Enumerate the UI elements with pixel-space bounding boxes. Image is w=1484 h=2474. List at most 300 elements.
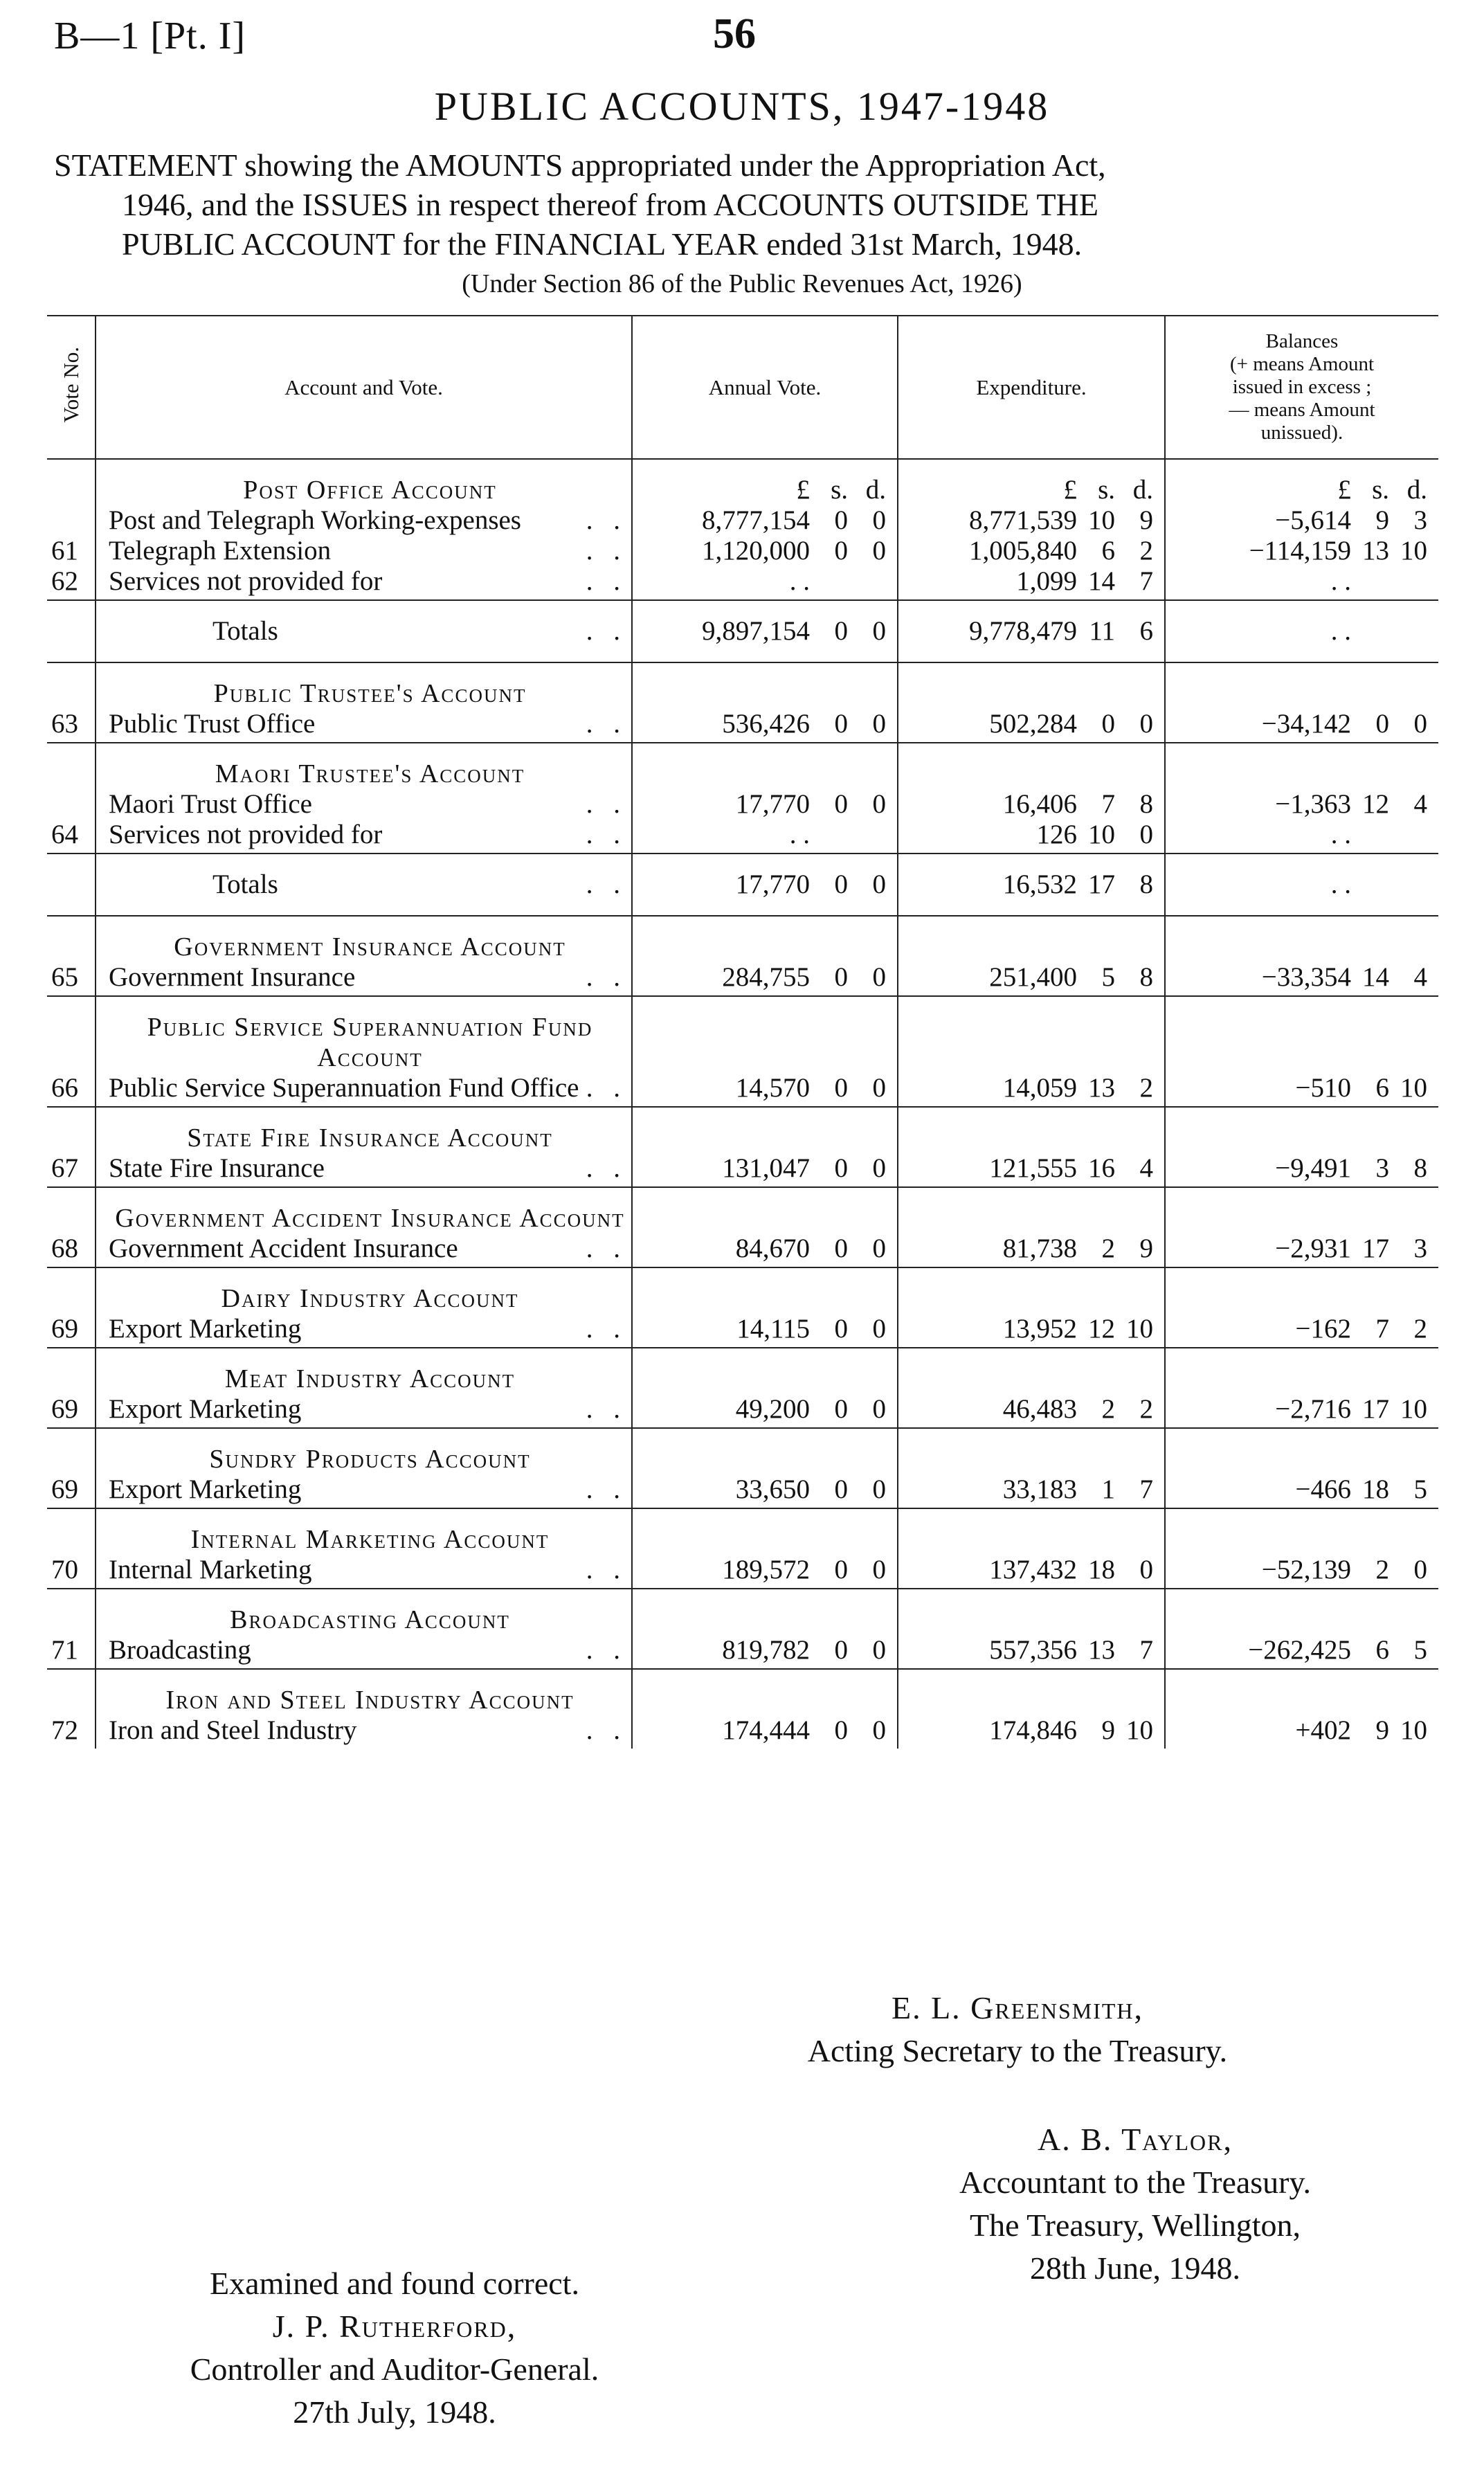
vote-number-cell	[47, 996, 96, 1107]
amount-shillings: 17	[1362, 1234, 1389, 1263]
balance-stack	[1166, 1685, 1438, 1746]
blank-line	[633, 932, 897, 962]
header-balances: Balances (+ means Amount issued in excess ; — means Amount unissued).	[1165, 316, 1438, 459]
expenditure-cell	[898, 916, 1165, 996]
page-number: 56	[713, 10, 756, 57]
expenditure-stack	[898, 1203, 1164, 1264]
table-row	[47, 916, 1438, 996]
annual-vote-cell	[632, 662, 898, 743]
expenditure-amount	[898, 1314, 1164, 1344]
account-stack	[109, 1283, 631, 1344]
balance-cell	[1165, 1187, 1438, 1267]
vote-number: 71	[51, 1635, 78, 1665]
annual-vote-cell	[632, 1428, 898, 1508]
account-stack	[109, 1444, 631, 1505]
amount-pounds: −114,159	[1249, 536, 1351, 566]
amount-pounds: 16,406	[1002, 789, 1077, 819]
amount-shillings: 13	[1088, 1635, 1115, 1665]
balance-amount	[1166, 1153, 1438, 1184]
annual-vote-total	[633, 616, 897, 647]
amount-pence: 0	[872, 505, 886, 535]
expenditure-stack	[898, 1605, 1164, 1665]
amount-shillings: 0	[834, 869, 848, 899]
amount-pence: 10	[1400, 536, 1427, 566]
annual-vote-amount	[633, 1715, 897, 1746]
annual-vote-cell	[632, 1669, 898, 1749]
expenditure-cell	[898, 1428, 1165, 1508]
page-header	[0, 0, 1484, 298]
blank-line	[1166, 1605, 1438, 1635]
blank-line	[1166, 1685, 1438, 1715]
annual-vote-cell	[632, 1187, 898, 1267]
amount-shillings: 2	[1375, 1555, 1389, 1584]
blank-line	[51, 1364, 95, 1394]
table-body	[47, 459, 1438, 1749]
amount-shillings	[1351, 616, 1389, 647]
expenditure-stack	[898, 1042, 1164, 1103]
vote-number-cell	[47, 600, 96, 662]
balance-amount	[1166, 709, 1438, 739]
amount-pounds: 46,483	[1002, 1394, 1077, 1424]
amount-pounds: 33,650	[735, 1474, 810, 1504]
table-row	[47, 1267, 1438, 1348]
blank-line	[898, 1283, 1164, 1314]
vote-item	[109, 709, 631, 739]
amount-pounds: 9,897,154	[702, 616, 810, 646]
vote-item-name: Services not provided for	[109, 566, 383, 596]
account-stack	[109, 759, 631, 850]
vote-stack	[51, 1364, 95, 1425]
amount-pounds: 174,444	[722, 1715, 810, 1745]
amount-pounds: 251,400	[989, 962, 1077, 992]
expenditure-amount	[898, 1715, 1164, 1746]
amount-pounds: 189,572	[722, 1555, 810, 1584]
amount-shillings: 10	[1088, 505, 1115, 535]
blank-line	[898, 1203, 1164, 1234]
expenditure-amount	[898, 789, 1164, 820]
annual-vote-cell	[632, 1508, 898, 1589]
amount-pence: 5	[1413, 1474, 1427, 1504]
annual-vote-cell	[632, 1267, 898, 1348]
amount-pence: 0	[872, 1234, 886, 1263]
examined-statement: Examined and found correct.	[210, 2266, 579, 2301]
totals-label-line	[109, 869, 631, 900]
amount-pounds: 16,532	[1002, 869, 1077, 899]
amount-shillings	[1351, 869, 1389, 900]
annual-stack	[633, 1605, 897, 1665]
vote-number: 69	[51, 1314, 78, 1344]
unit-shilling: s.	[1098, 475, 1115, 505]
expenditure-total	[898, 869, 1164, 900]
amount-pence: 4	[1413, 789, 1427, 819]
table-row	[47, 1187, 1438, 1267]
account-stack	[109, 1364, 631, 1425]
amount-pence: 8	[1139, 962, 1153, 992]
annual-stack	[633, 1524, 897, 1585]
amount-pence: 0	[872, 1073, 886, 1103]
amount-shillings: 14	[1088, 566, 1115, 596]
amount-shillings: 7	[1375, 1314, 1389, 1344]
statement-line: 1946, and the ISSUES in respect thereof from ACCOUNTS OUTSIDE THE	[122, 187, 1098, 222]
annual-stack	[633, 759, 897, 850]
blank-line	[633, 1283, 897, 1314]
amount-pounds: 33,183	[1002, 1474, 1077, 1504]
blank-line	[898, 932, 1164, 962]
account-title: Internal Marketing Account	[190, 1525, 550, 1554]
blank-line	[898, 1685, 1164, 1715]
totals-label-line	[109, 616, 631, 647]
account-cell	[96, 1267, 632, 1348]
account-stack	[109, 1605, 631, 1665]
expenditure-cell	[898, 1107, 1165, 1187]
amount-pounds: −2,716	[1275, 1394, 1351, 1424]
annual-vote-amount	[633, 1555, 897, 1585]
amount-pence: 0	[872, 1394, 886, 1424]
table-row	[47, 662, 1438, 743]
annual-vote-amount	[633, 1474, 897, 1505]
amount-pounds: . .	[1330, 820, 1351, 849]
signatory-date: 27th July, 1948.	[293, 2394, 496, 2430]
vote-number-cell	[47, 1669, 96, 1749]
amount-pence	[1389, 820, 1438, 850]
amount-shillings: 6	[1375, 1635, 1389, 1665]
amount-pounds: −162	[1295, 1314, 1351, 1344]
account-cell	[96, 996, 632, 1107]
account-cell	[96, 1348, 632, 1428]
blank-line	[633, 1364, 897, 1394]
amount-pence: 4	[1139, 1153, 1153, 1183]
vote-item-name: Services not provided for	[109, 820, 383, 849]
blank-line	[51, 1685, 95, 1715]
leader-dots: . .	[586, 616, 627, 646]
amount-shillings: 10	[1088, 820, 1115, 849]
account-cell	[96, 743, 632, 854]
blank-line	[1166, 1283, 1438, 1314]
amount-shillings: 17	[1088, 869, 1115, 899]
amount-pence: 0	[1139, 709, 1153, 739]
balance-amount	[1166, 1715, 1438, 1746]
signatory-date: 28th June, 1948.	[1029, 2250, 1241, 2286]
amount-shillings: 5	[1101, 962, 1115, 992]
expenditure-cell	[898, 1508, 1165, 1589]
vote-item-name: Internal Marketing	[109, 1555, 312, 1584]
annual-vote-cell	[632, 600, 898, 662]
account-title: Broadcasting Account	[230, 1605, 510, 1634]
vote-number-cell	[47, 662, 96, 743]
amount-shillings: 0	[834, 962, 848, 992]
amount-pence: 9	[1139, 1234, 1153, 1263]
expenditure-amount	[898, 1635, 1164, 1665]
amount-shillings	[1351, 566, 1389, 597]
annual-stack	[633, 1042, 897, 1103]
expenditure-cell	[898, 854, 1165, 916]
amount-pounds: −262,425	[1248, 1635, 1351, 1665]
balance-stack	[1166, 1364, 1438, 1425]
expenditure-cell	[898, 743, 1165, 854]
vote-number-cell	[47, 1267, 96, 1348]
balance-amount	[1166, 1394, 1438, 1425]
header-vote-no: Vote No.	[47, 316, 96, 459]
blank-line	[1166, 759, 1438, 789]
annual-stack	[633, 1685, 897, 1746]
vote-item-name: Export Marketing	[109, 1474, 302, 1504]
amount-pounds: 84,670	[735, 1234, 810, 1263]
blank-line	[51, 1042, 95, 1073]
amount-pence: 7	[1139, 1635, 1153, 1665]
amount-pounds: 174,846	[989, 1715, 1077, 1745]
expenditure-amount	[898, 1234, 1164, 1264]
leader-dots: . .	[586, 1234, 627, 1263]
totals-label: Totals	[212, 869, 278, 899]
amount-pence	[1389, 616, 1438, 647]
amount-pence: 0	[872, 1474, 886, 1504]
annual-vote-cell	[632, 459, 898, 600]
vote-item	[109, 1314, 631, 1344]
vote-number: 68	[51, 1234, 78, 1263]
vote-item-name: Public Trust Office	[109, 709, 316, 739]
blank-line	[51, 789, 95, 820]
signatory-name: J. P. Rutherford,	[272, 2309, 517, 2344]
amount-pence: 10	[1126, 1314, 1153, 1344]
leader-dots: . .	[586, 505, 627, 535]
balance-amount	[1166, 1635, 1438, 1665]
annual-stack	[633, 1123, 897, 1184]
header-annual-vote: Annual Vote.	[632, 316, 898, 459]
account-title: Sundry Products Account	[209, 1445, 531, 1474]
vote-item	[109, 1394, 631, 1425]
vote-number: 65	[51, 962, 78, 992]
vote-number: 69	[51, 1474, 78, 1504]
amount-shillings: 11	[1089, 616, 1115, 646]
amount-pounds: −1,363	[1275, 789, 1351, 819]
amount-shillings: 0	[834, 1314, 848, 1344]
vote-number: 61	[51, 536, 78, 566]
blank-line	[51, 1203, 95, 1234]
blank-line	[1166, 1524, 1438, 1555]
vote-stack	[51, 1283, 95, 1344]
annual-vote-cell	[632, 916, 898, 996]
table-row	[47, 1669, 1438, 1749]
amount-pence: 0	[1139, 1555, 1153, 1584]
blank-line	[1166, 1444, 1438, 1474]
account-cell	[96, 1508, 632, 1589]
amount-shillings: 9	[1375, 1715, 1389, 1745]
vote-stack	[51, 1042, 95, 1103]
unit-shilling: s.	[831, 475, 848, 505]
amount-pounds: 1,099	[1016, 566, 1077, 596]
expenditure-stack	[898, 1283, 1164, 1344]
amount-pence: 4	[1413, 962, 1427, 992]
account-cell	[96, 1107, 632, 1187]
amount-shillings: 0	[834, 1073, 848, 1103]
vote-stack	[51, 1685, 95, 1746]
amount-pence: 9	[1139, 505, 1153, 535]
balance-amount	[1166, 1474, 1438, 1505]
account-cell	[96, 1589, 632, 1669]
vote-item	[109, 566, 631, 597]
balance-amount	[1166, 820, 1438, 850]
account-stack	[109, 678, 631, 739]
amount-pounds: . .	[1330, 566, 1351, 596]
amount-pounds: −5,614	[1275, 505, 1351, 535]
statement-line: STATEMENT showing the AMOUNTS appropriated under the Appropriation Act,	[54, 147, 1106, 183]
annual-vote-cell	[632, 1348, 898, 1428]
balance-amount	[1166, 1555, 1438, 1585]
annual-vote-cell	[632, 743, 898, 854]
vote-number: 72	[51, 1715, 78, 1745]
vote-stack	[51, 932, 95, 993]
account-stack	[109, 932, 631, 993]
vote-number: 67	[51, 1153, 78, 1183]
leader-dots: . .	[586, 1715, 627, 1745]
amount-pence: 3	[1413, 505, 1427, 535]
blank-line	[898, 1524, 1164, 1555]
amount-pounds: −33,354	[1261, 962, 1351, 992]
expenditure-amount	[898, 1073, 1164, 1103]
statement-heading	[54, 145, 1431, 264]
annual-vote-amount	[633, 962, 897, 993]
amount-shillings: 18	[1362, 1474, 1389, 1504]
balance-total	[1166, 869, 1438, 900]
accounts-table	[47, 315, 1438, 1749]
balance-cell	[1165, 1348, 1438, 1428]
amount-pounds: . .	[789, 820, 810, 849]
vote-stack	[51, 789, 95, 850]
vote-number-cell	[47, 1348, 96, 1428]
account-stack	[109, 475, 631, 597]
vote-item-name: Export Marketing	[109, 1394, 302, 1424]
amount-shillings: 16	[1088, 1153, 1115, 1183]
unit-pence: d.	[865, 475, 886, 505]
vote-stack	[51, 1605, 95, 1665]
amount-shillings: 1	[1101, 1474, 1115, 1504]
leader-dots: . .	[586, 566, 627, 596]
amount-pounds: 557,356	[989, 1635, 1077, 1665]
vote-number-cell	[47, 1107, 96, 1187]
amount-pounds: 121,555	[989, 1153, 1077, 1183]
leader-dots: . .	[586, 1474, 627, 1504]
vote-item	[109, 1555, 631, 1585]
account-cell	[96, 916, 632, 996]
blank-line	[898, 1364, 1164, 1394]
vote-number-cell	[47, 916, 96, 996]
unit-pound: £	[1337, 475, 1351, 505]
signatory-title: Accountant to the Treasury.	[959, 2165, 1312, 2200]
expenditure-stack	[898, 1444, 1164, 1505]
annual-stack	[633, 1283, 897, 1344]
vote-number-cell	[47, 1187, 96, 1267]
amount-shillings: 0	[834, 1394, 848, 1424]
vote-number-cell	[47, 1508, 96, 1589]
table-row	[47, 743, 1438, 854]
annual-vote-amount	[633, 1314, 897, 1344]
annual-stack	[633, 1444, 897, 1505]
amount-pence: 0	[872, 1555, 886, 1584]
table-row	[47, 1589, 1438, 1669]
annual-vote-amount	[633, 709, 897, 739]
expenditure-amount	[898, 1474, 1164, 1505]
blank-line	[51, 1123, 95, 1153]
balance-stack	[1166, 1203, 1438, 1264]
table-row	[47, 996, 1438, 1107]
amount-pounds: 8,777,154	[702, 505, 810, 535]
table-row	[47, 1508, 1438, 1589]
blank-line	[898, 1042, 1164, 1073]
vote-item-name: Government Accident Insurance	[109, 1234, 458, 1263]
unit-pence: d.	[1406, 475, 1427, 505]
vote-item	[109, 1073, 631, 1103]
amount-shillings: 12	[1362, 789, 1389, 819]
amount-pence	[848, 820, 897, 850]
balance-cell	[1165, 600, 1438, 662]
amount-pounds: −510	[1295, 1073, 1351, 1103]
account-cell	[96, 459, 632, 600]
vote-item-name: Maori Trust Office	[109, 789, 312, 819]
expenditure-total	[898, 616, 1164, 647]
blank-line	[1166, 1123, 1438, 1153]
amount-pence: 0	[872, 789, 886, 819]
amount-shillings: 0	[834, 1555, 848, 1584]
amount-shillings: 17	[1362, 1394, 1389, 1424]
amount-shillings: 13	[1362, 536, 1389, 566]
annual-vote-amount	[633, 1153, 897, 1184]
amount-pounds: 126	[1036, 820, 1077, 849]
amount-pence: 8	[1413, 1153, 1427, 1183]
amount-shillings: 0	[834, 505, 848, 535]
expenditure-amount	[898, 1555, 1164, 1585]
amount-pence: 0	[872, 869, 886, 899]
balance-stack	[1166, 1444, 1438, 1505]
expenditure-cell	[898, 1187, 1165, 1267]
amount-pence: 0	[872, 709, 886, 739]
expenditure-cell	[898, 600, 1165, 662]
balance-cell	[1165, 662, 1438, 743]
amount-pounds: 1,120,000	[702, 536, 810, 566]
amount-pence: 0	[1413, 1555, 1427, 1584]
expenditure-stack	[898, 1364, 1164, 1425]
vote-stack	[51, 1203, 95, 1264]
amount-shillings: 3	[1375, 1153, 1389, 1183]
amount-shillings: 0	[1101, 709, 1115, 739]
totals-row	[47, 600, 1438, 662]
account-stack	[109, 1012, 631, 1103]
expenditure-cell	[898, 662, 1165, 743]
annual-vote-amount	[633, 566, 897, 597]
currency-units	[898, 475, 1164, 505]
account-cell	[96, 1187, 632, 1267]
amount-pence: 0	[872, 1153, 886, 1183]
amount-pence: 2	[1139, 1394, 1153, 1424]
balance-stack	[1166, 475, 1438, 597]
amount-pounds: −2,931	[1275, 1234, 1351, 1263]
amount-shillings: 9	[1101, 1715, 1115, 1745]
annual-vote-cell	[632, 854, 898, 916]
amount-shillings: 0	[834, 709, 848, 739]
vote-item	[109, 789, 631, 820]
totals-label: Totals	[212, 616, 278, 646]
amount-pence: 10	[1400, 1715, 1427, 1745]
vote-number: 63	[51, 709, 78, 739]
header-account: Account and Vote.	[96, 316, 632, 459]
balance-stack	[1166, 759, 1438, 850]
unit-pound: £	[796, 475, 810, 505]
blank-line	[633, 1203, 897, 1234]
annual-stack	[633, 475, 897, 597]
expenditure-amount	[898, 1394, 1164, 1425]
amount-pounds: 17,770	[735, 789, 810, 819]
vote-number: 66	[51, 1073, 78, 1103]
vote-number-cell	[47, 743, 96, 854]
